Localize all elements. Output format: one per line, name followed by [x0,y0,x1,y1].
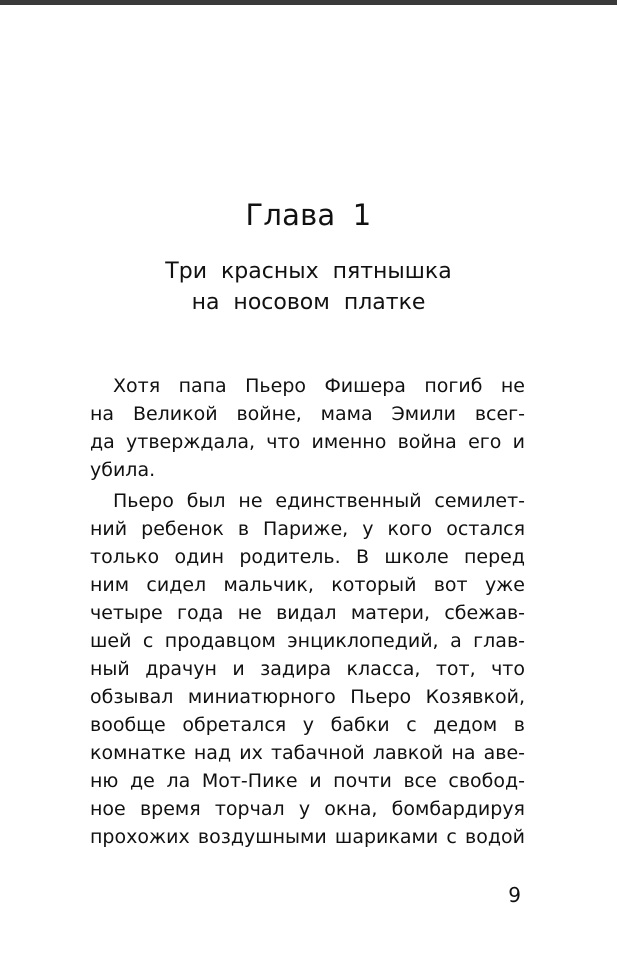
chapter-subtitle-line-1: Три красных пятнышка [165,259,452,284]
text-line: вообще обретался у бабки с дедом в [90,714,525,736]
chapter-subtitle-line-2: на носовом платке [191,290,426,315]
text-line: да утверждала, что именно война его и [90,431,525,453]
page-number: 9 [508,883,521,907]
text-line: прохожих воздушными шариками с водой [90,826,525,848]
text-line: на Великой войне, мама Эмили всег- [90,403,525,425]
text-line: обзывал миниатюрного Пьеро Козявкой, [90,686,525,708]
text-line: четыре года не видал матери, сбежав- [90,602,525,624]
text-line: ний ребенок в Париже, у кого остался [90,518,525,540]
text-line: только один родитель. В школе перед [90,546,525,568]
text-line: ню де ла Мот-Пике и почти все свобод- [90,770,525,792]
text-line: ный драчун и задира класса, тот, что [90,658,525,680]
text-line: ним сидел мальчик, который вот уже [90,574,525,596]
chapter-title: Глава 1 [245,198,372,232]
text-line: ное время торчал у окна, бомбардируя [90,798,525,820]
text-line: Хотя папа Пьеро Фишера погиб не [113,375,525,397]
text-line: Пьеро был не единственный семилет- [113,490,525,512]
text-line: убила. [90,459,156,481]
text-line: комнатке над их табачной лавкой на аве- [90,742,525,764]
text-line: шей с продавцом энциклопедий, а глав- [90,630,525,652]
